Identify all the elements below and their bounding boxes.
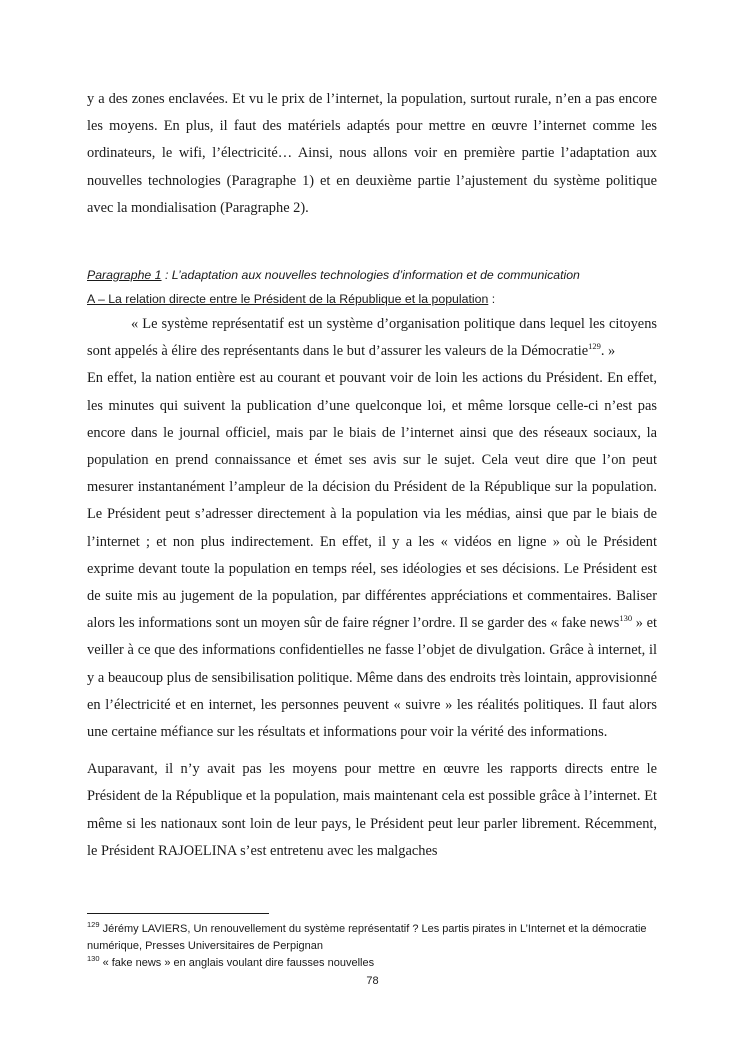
- page-body: [87, 86, 657, 865]
- section-heading-label: Paragraphe 1: [87, 268, 162, 283]
- footnote-129: [87, 921, 667, 955]
- footnote-130: [87, 955, 667, 972]
- subsection-heading-label: A – La relation directe entre le Président de la République et la population: [87, 292, 489, 307]
- subsection-heading: [87, 287, 657, 311]
- section-heading: [87, 263, 657, 287]
- footnote-ref-130: 130: [619, 613, 633, 624]
- intro-paragraph: y a des zones enclavées. Et vu le prix de l’internet, la population, surtout rurale, n’en a pas encore les moyens. En plus, il faut des matériels adaptés pour mettre en œuvre l’internet comme les ordinateurs, le wifi, l’électricité… Ainsi, nous allons voir en première partie l’adaptation aux nouvelles technologies (Paragraphe 1) et en deuxième partie l’ajustement du système politique avec la mondialisation (Paragraphe 2).: [87, 91, 657, 216]
- footnote-number: 130: [87, 954, 100, 963]
- footnote-separator: [87, 913, 269, 914]
- body-paragraph-1-part-a: En effet, la nation entière est au courant et pouvant voir de loin les actions du Président. En effet, les minutes qui suivent la publication d’une quelconque loi, et même lorsque celle-ci n’est pas encore dans le journal officiel, mais par le biais de l’internet ainsi que des réseaux sociaux, la population en prend connaissance et émet ses avis sur le sujet. Cela veut dire que l’on peut mesurer instantanément l’ampleur de la décision du Président de la République sur la population. Le Président peut s’adresser directement à la population via les médias, ainsi que par le biais de l’internet ; et non plus indirectement. En effet, il y a les « vidéos en ligne » où le Président exprime devant toute la population en temps réel, ses idéologies et ses décisions. Le Président est de suite mis au jugement de la population, par différentes appréciations et commentaires. Baliser alors les informations sont un moyen sûr de faire régner l’ordre. Il se garder des « fake news: [87, 370, 657, 632]
- body-paragraph-2: Auparavant, il n’y avait pas les moyens pour mettre en œuvre les rapports directs entre le Président de la République et la population, mais maintenant cela est possible grâce à l’internet. Et même si les nationaux sont loin de leur pays, le Président peut leur parler librement. Récemment, le Président RAJOELINA s’est entretenu avec les malgaches: [87, 761, 657, 859]
- footnotes: [87, 921, 667, 972]
- page-number: 78: [366, 975, 379, 987]
- body-paragraph-1-part-b: » et veiller à ce que des informations confidentielles ne fasse l’objet de divulgation. Grâce à internet, il y a beaucoup plus de sensibilisation politique. Même dans des endroits très lointain, approvisionné en l’électricité et en internet, les personnes peuvent « suivre » les réalités politiques. Il faut alors une certaine méfiance sur les résultats et informations pour voir la vérité des informations.: [87, 615, 657, 741]
- quote-text: « Le système représentatif est un système d’organisation politique dans lequel les citoyens sont appelés à élire des représentants dans le but d’assurer les valeurs de la Démocratie: [87, 316, 657, 360]
- footnote-number: 129: [87, 920, 100, 929]
- body-paragraph-1: [87, 365, 657, 746]
- section-heading-title: : L’adaptation aux nouvelles technologies d’information et de communication: [161, 268, 580, 283]
- quote-paragraph: [87, 311, 657, 365]
- subsection-heading-colon: :: [488, 292, 496, 307]
- footnote-text: Jérémy LAVIERS, Un renouvellement du système représentatif ? Les partis pirates in L’Internet et la démocratie numérique, Presses Universitaires de Perpignan: [87, 923, 647, 952]
- footnote-ref-129: 129: [588, 341, 601, 352]
- footnote-text: « fake news » en anglais voulant dire fausses nouvelles: [99, 957, 375, 969]
- quote-end: . »: [600, 343, 616, 360]
